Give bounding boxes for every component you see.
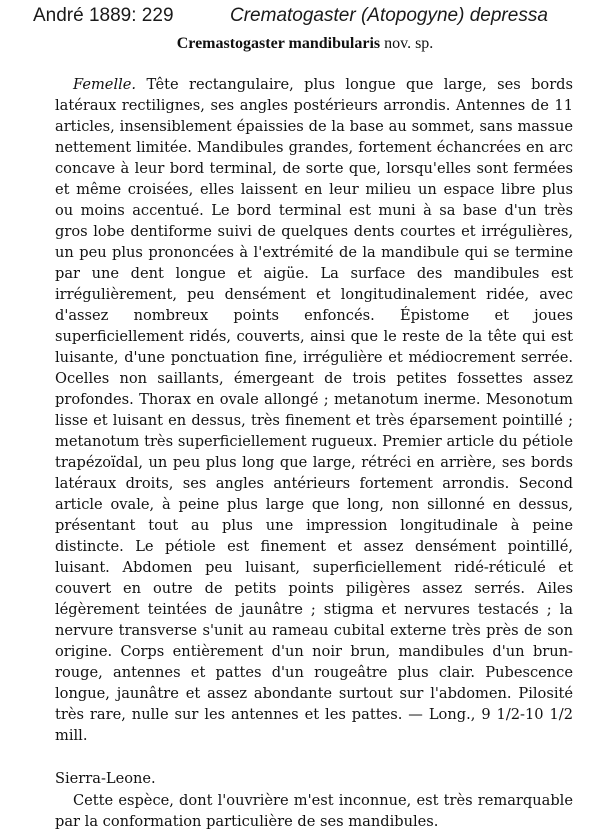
nomenclature-status: nov. sp. <box>384 35 434 52</box>
caste-label: Femelle. <box>73 76 137 93</box>
species-name: Cremastogaster mandibularis <box>176 35 381 52</box>
locality-line: Sierra-Leone. <box>55 770 156 787</box>
remark-paragraph: Cette espèce, dont l'ouvrière m'est inconnue, est très remarquable par la conformation particulière de ses mandibules. <box>55 792 573 830</box>
species-heading <box>0 34 610 54</box>
taxon-name: Crematogaster (Atopogyne) depressa <box>230 5 548 26</box>
page-header <box>0 4 610 28</box>
description-paragraph <box>55 74 573 746</box>
description-text: Tête rectangulaire, plus longue que large, ses bords latéraux rectilignes, ses angles postérieurs arrondis. Antennes de 11 articles, insensiblement épaissies de la base au sommet, sans massue nettement limitée. Mandibules grandes, fortement échancrées en arc concave à leur bord terminal, de sorte que, lorsqu'elles sont fermées et même croisées, elles laissent en leur milieu un espace libre plus ou moins accentué. Le bord terminal est muni à sa base d'un très gros lobe dentiforme suivi de quelques dents courtes et irrégulières, un peu plus prononcées à l'extrémité de la mandibule qui se termine par une dent longue et aigüe. La surface des mandibules est irrégulièrement, peu densément et longitudinalement ridée, avec d'assez nombreux points enfoncés. Épistome et joues superficiellement ridés, couverts, ainsi que le reste de la tête qui est luisante, d'une ponctuation fine, irrégulière et médiocrement serrée. Ocelles non saillants, émergeant de trois petites fossettes assez profondes. Thorax en ovale allongé ; metanotum inerme. Mesonotum lisse et luisant en dessus, très finement et très éparsement pointillé ; metanotum très superficiellement rugueux. Premier article du pétiole trapézoïdal, un peu plus long que large, rétréci en arrière, ses bords latéraux droits, ses angles antérieurs fortement arrondis. Second article ovale, à peine plus large que long, non sillonné en dessus, présentant tout au plus une impression longitudinale à peine distincte. Le pétiole est finement et assez densément pointillé, luisant. Abdomen peu luisant, superficiellement ridé-réticulé et couvert en outre de petits points piligères assez serrés. Ailes légèrement teintées de jaunâtre ; stigma et nervures testacés ; la nervure transverse s'unit au rameau cubital externe très près de son origine. Corps entièrement d'un noir brun, mandibules d'un brun-rouge, antennes et pattes d'un rougeâtre plus clair. Pubescence longue, jaunâtre et assez abondante surtout sur l'abdomen. Pilosité très rare, nulle sur les antennes et les pattes. — Long., 9 1/2-10 1/2 mill. <box>55 76 573 744</box>
reference-citation: André 1889: 229 <box>33 5 174 26</box>
document-body <box>55 74 573 832</box>
